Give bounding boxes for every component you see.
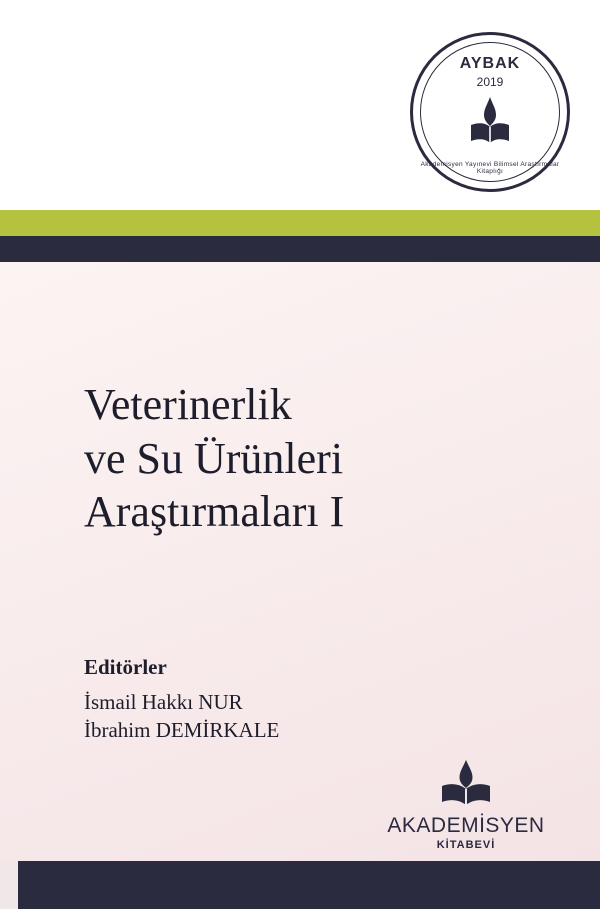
book-title: [84, 378, 524, 539]
seal-year: 2019: [476, 75, 504, 89]
cover-bottom-band: [0, 861, 600, 909]
editor-name: İsmail Hakkı NUR: [84, 690, 243, 714]
navy-stripe: [0, 236, 600, 262]
publisher-book-icon: [366, 759, 566, 812]
title-line-2: ve Su Ürünleri: [84, 433, 344, 483]
publisher-name: AKADEMİSYEN: [387, 814, 545, 837]
olive-stripe: [0, 210, 600, 236]
editors-section: [84, 655, 484, 745]
bottom-band-corner: [0, 861, 18, 909]
publisher-subtitle: KİTABEVİ: [436, 839, 496, 851]
editors-heading: Editörler: [84, 655, 167, 679]
seal-title: AYBAK: [459, 55, 521, 72]
editor-name: İbrahim DEMİRKALE: [84, 718, 280, 743]
title-line-1: Veterinerlik: [84, 380, 292, 429]
title-line-3: Araştırmaları I: [84, 487, 345, 537]
seal-arc-text: Akademisyen Yayınevi Bilimsel Araştırmalar Kitaplığı: [420, 161, 560, 175]
publisher-block: [366, 759, 566, 851]
aybak-seal: [410, 32, 570, 192]
book-torch-icon: [467, 95, 513, 152]
